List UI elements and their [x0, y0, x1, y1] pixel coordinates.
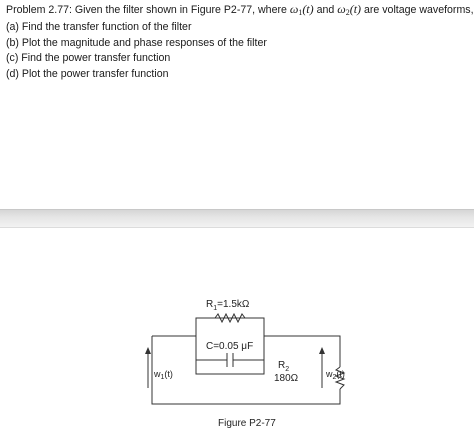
- omega2-symbol: $\omega_2(t)$: [337, 2, 362, 17]
- r1-label: $R_1=1.5k\Omega$: [206, 299, 250, 312]
- r2-value: 180Ω: [274, 373, 299, 384]
- item-d: (d) Plot the power transfer function: [6, 67, 169, 80]
- omega1-symbol: $\omega_1(t)$: [289, 2, 314, 17]
- statement-part1: Problem 2.77: Given the filter shown in Figure P2-77, where: [6, 4, 287, 16]
- item-c: (c) Find the power transfer function: [6, 52, 171, 65]
- w1-label: $w_1(t)$: [154, 369, 173, 381]
- capacitor-label: C=0.05 μF: [206, 341, 254, 352]
- connector-and: and: [316, 4, 335, 16]
- statement-part2: are voltage waveforms,: [364, 4, 474, 16]
- w2-label: $w_2(t)$: [326, 369, 345, 381]
- figure-caption: Figure P2-77: [218, 418, 276, 429]
- w1-arrow-icon: [145, 347, 151, 354]
- item-b: (b) Plot the magnitude and phase responses of the filter: [6, 36, 267, 49]
- item-a: (a) Find the transfer function of the filter: [6, 21, 192, 34]
- w2-arrow-icon: [319, 347, 325, 354]
- r2-label: $R_2$: [278, 360, 290, 373]
